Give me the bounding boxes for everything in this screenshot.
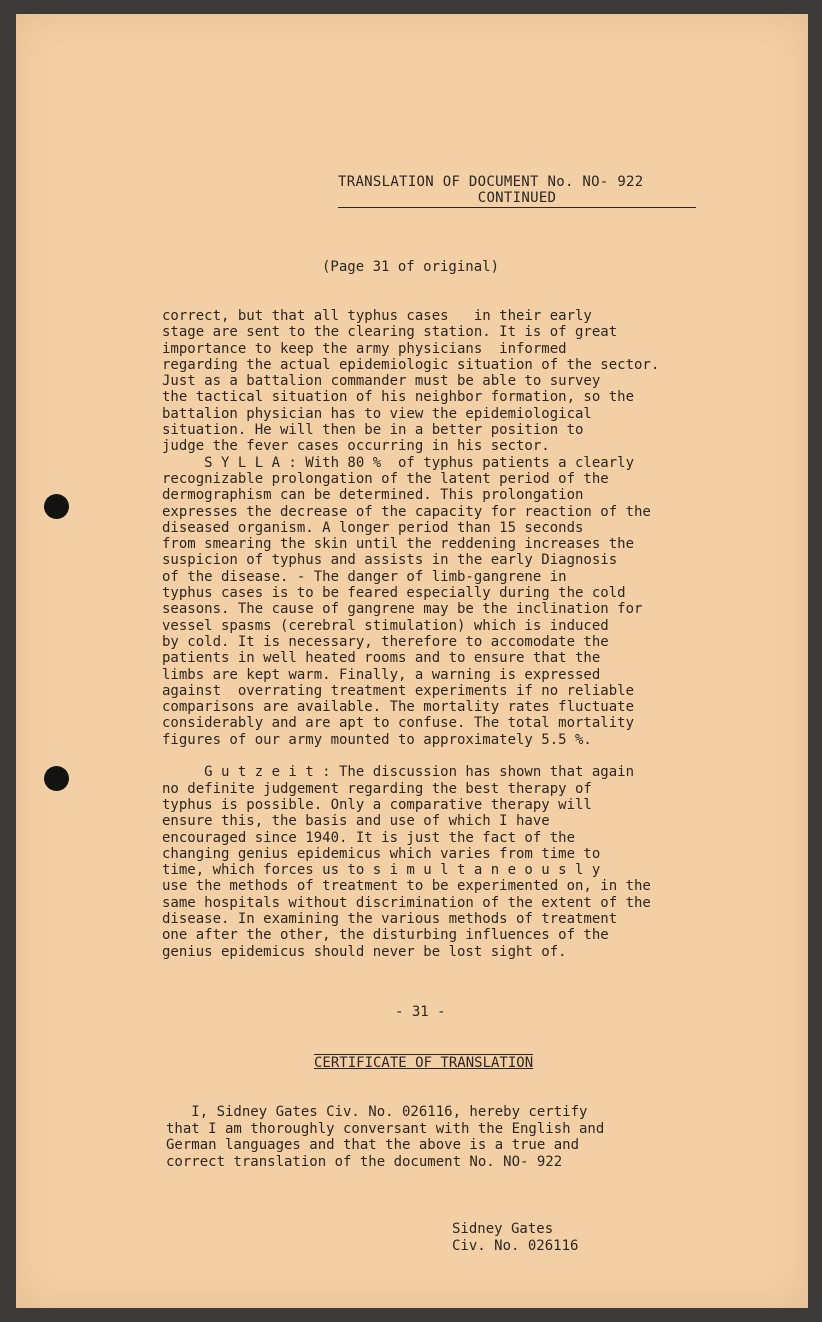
paragraph-gutzeit: G u t z e i t : The discussion has shown that again no definite judgement regarding the best therapy of typhus is possible. Only a comparative therapy will ensure this, the basis and use of which I have encouraged since 1940. It is just the fact of the changing genius epidemicus which varies from time to time, which forces us to s i m u l t a n e o u s l y use the methods of treatment to be experimented on, in the same hospitals without discrimination of the extent of the disease. In examining the various methods of treatment one after the other, the disturbing influences of the genius epidemicus should never be lost sight of. [162, 764, 651, 960]
body-text [162, 308, 659, 960]
certificate-title: CERTIFICATE OF TRANSLATION [314, 1055, 534, 1071]
punch-hole-bottom [44, 766, 69, 791]
document-page [16, 14, 808, 1308]
certificate-body: I, Sidney Gates Civ. No. 026116, hereby certify that I am thoroughly conversant with the English and German languages and that the above is a true and correct translation of the document No. NO- 922 [166, 1104, 605, 1170]
paragraph-continuation: correct, but that all typhus cases in their early stage are sent to the clearing station. It is of great importance to keep the army physicians informed regarding the actual epidemiologic situation of the sector. Just as a battalion commander must be able to survey the tactical situation of his neighbor formation, so the battalion physician has to view the epidemiological situation. He will then be in a better position to judge the fever cases occurring in his sector. [162, 308, 660, 455]
paragraph-sylla: S Y L L A : With 80 % of typhus patients a clearly recognizable prolongation of the latent period of the dermographism can be determined. This prolongation expresses the decrease of the capacity for reaction of the diseased organism. A longer period than 15 seconds from smearing the skin until the reddening increases the suspicion of typhus and assists in the early Diagnosis of the disease. - The danger of limb-gangrene in typhus cases is to be feared especially during the cold seasons. The cause of gangrene may be the inclination for vessel spasms (cerebral stimulation) which is induced by cold. It is necessary, therefore to accomodate the patients in well heated rooms and to ensure that the limbs are kept warm. Finally, a warning is expressed against overrating treatment experiments if no reliable comparisons are available. The mortality rates fluctuate considerably and are apt to confuse. The total mortality figures of our army mounted to approximately 5.5 %. [162, 454, 651, 748]
heading-subtitle: CONTINUED [338, 190, 696, 208]
page-number: - 31 - [395, 1004, 446, 1020]
punch-hole-top [44, 494, 69, 519]
original-page-reference: (Page 31 of original) [322, 259, 500, 275]
document-heading [338, 174, 696, 208]
translator-signature: Sidney Gates Civ. No. 026116 [452, 1221, 579, 1254]
heading-title: TRANSLATION OF DOCUMENT No. NO- 922 [338, 174, 644, 190]
